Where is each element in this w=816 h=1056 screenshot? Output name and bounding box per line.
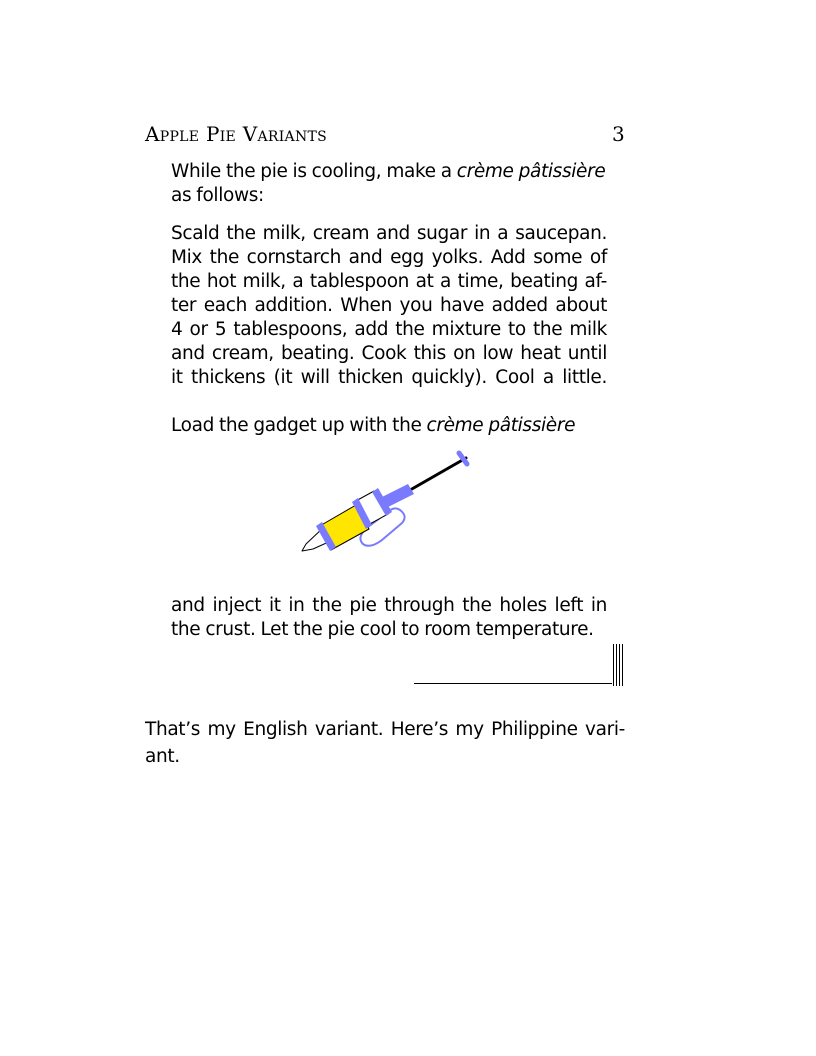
intro-text: While the pie is cooling, make a: [171, 161, 457, 182]
paragraph-scald: [171, 222, 607, 390]
inject-line: and inject it in the pie through the holes left in: [171, 595, 607, 616]
syringe-gadget-icon: [296, 450, 476, 560]
inject-line: the crust. Let the pie cool to room temperature.: [171, 619, 594, 640]
load-text: Load the gadget up with the: [171, 415, 427, 436]
paragraph-variant-note: [145, 716, 625, 770]
paragraph-inject: [171, 594, 607, 642]
running-head: [145, 118, 625, 150]
variant-line: ant.: [145, 746, 180, 767]
scald-line: ter each addition. When you have added about: [171, 295, 607, 316]
intro-emphasis: crème pâtissière: [456, 161, 606, 182]
paragraph-intro: [171, 160, 607, 208]
intro-line-1: [171, 160, 607, 184]
page-title: Apple Pie Variants: [145, 122, 328, 146]
scald-line: Mix the cornstarch and egg yolks. Add some of: [171, 247, 607, 268]
end-of-recipe-mark: [613, 644, 625, 686]
scald-line: 4 or 5 tablespoons, add the mixture to the milk: [171, 319, 607, 340]
paragraph-load: [171, 414, 607, 438]
scald-line: Scald the milk, cream and sugar in a saucepan.: [171, 223, 607, 244]
scald-line: the hot milk, a tablespoon at a time, beating af-: [171, 271, 607, 292]
load-emphasis: crème pâtissière: [426, 415, 576, 436]
intro-line-2: as follows:: [171, 185, 264, 206]
scald-line: it thickens (it will thicken quickly). Cool a little.: [171, 367, 607, 388]
page-number: 3: [611, 122, 625, 146]
load-line: [171, 414, 607, 438]
end-of-recipe-rule: [414, 683, 612, 684]
scald-line: and cream, beating. Cook this on low heat until: [171, 343, 607, 364]
variant-line: That’s my English variant. Here’s my Philippine vari-: [145, 719, 625, 740]
